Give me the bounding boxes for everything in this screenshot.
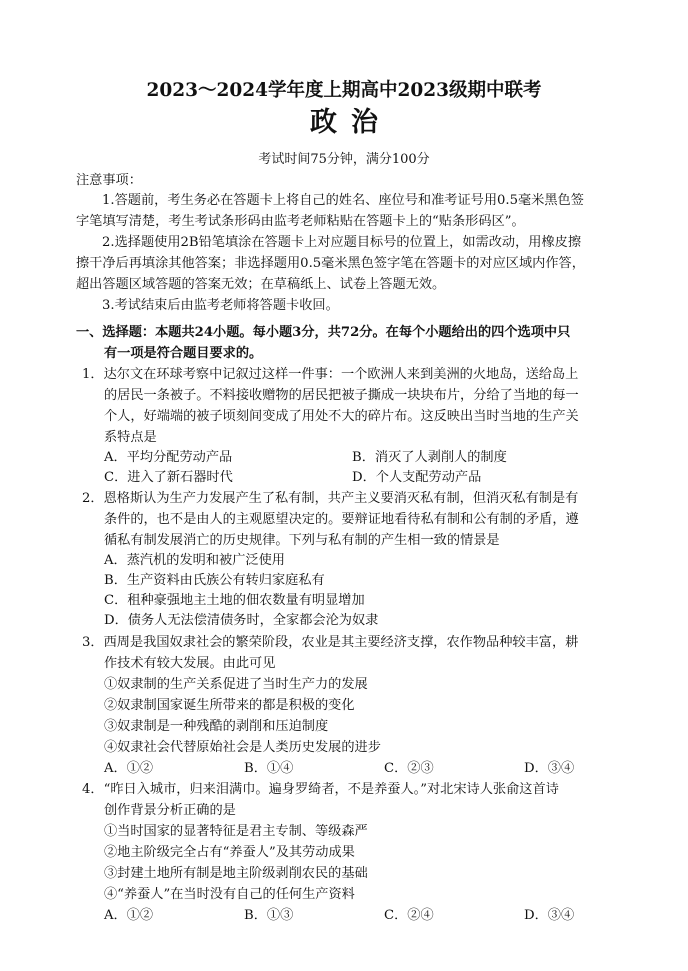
q3-statement-1: ①奴隶制的生产关系促进了当时生产力的发展 [104,677,368,692]
q1-stem-line-2: 的居民一条被子。不料接收赠物的居民把被子撕成一块块布片，分给了当地的每一 [104,388,579,403]
notice-item-1-line-2: 字笔填写清楚，考生考试条形码由监考老师粘贴在答题卡上的“贴条形码区”。 [76,214,525,229]
exam-time-info: 考试时间75分钟，满分100分 [258,152,430,167]
q4-statement-4: ④“养蚕人”在当时没有自己的任何生产资料 [104,887,355,902]
q4-option-a: A．①② [104,908,154,923]
q3-statement-2: ②奴隶制国家诞生所带来的都是积极的变化 [104,698,355,713]
q2-stem-line-2: 条件的，也不是由人的主观愿望决定的。要辩证地看待私有制和公有制的矛盾，遵 [104,512,579,527]
q1-option-b: B．消灭了人剥削人的制度 [352,450,507,465]
q4-stem-line-2: 创作背景分析正确的是 [104,803,236,818]
q1-option-a: A．平均分配劳动产品 [104,450,233,465]
q3-stem-line-1: 3．西周是我国奴隶社会的繁荣阶段，农业是其主要经济支撑，农作物品种较丰富，耕 [82,635,579,650]
notice-item-2-line-3: 超出答题区域答题的答案无效；在草稿纸上、试卷上答题无效。 [76,277,446,292]
q4-option-b: B．①③ [244,908,294,923]
q4-statement-3: ③封建土地所有制是地主阶级剥削农民的基础 [104,866,368,881]
q3-option-b: B．①④ [244,761,294,776]
q2-option-d: D．债务人无法偿清债务时，全家都会沦为奴隶 [104,613,379,628]
q3-stem-line-2: 作技术有较大发展。由此可见 [104,656,276,671]
q1-stem-line-1: 1．达尔文在环球考察中记叙过这样一件事：一个欧洲人来到美洲的火地岛，送给岛上 [82,367,579,382]
q1-option-c: C．进入了新石器时代 [104,470,233,485]
section-heading-line-1: 一、选择题：本题共24小题。每小题3分，共72分。在每个小题给出的四个选项中只 [76,325,571,340]
q2-stem-line-3: 循私有制发展消亡的历史规律。下列与私有制的产生相一致的情景是 [104,533,500,548]
exam-title: 2023～2024学年度上期高中2023级期中联考 [146,80,542,101]
q4-option-d: D．③④ [524,908,575,923]
q1-stem-line-3: 个人，好端端的被子顷刻间变成了用处不大的碎片布。这反映出当时当地的生产关 [104,409,579,424]
q3-option-c: C．②③ [384,761,434,776]
notice-item-1-line-1: 1.答题前，考生务必在答题卡上将自己的姓名、座位号和准考证号用0.5毫米黑色签 [102,193,584,208]
q2-option-b: B．生产资料由氏族公有转归家庭私有 [104,573,325,588]
section-heading-line-2: 有一项是符合题目要求的。 [104,346,263,361]
notice-item-3: 3.考试结束后由监考老师将答题卡收回。 [102,298,339,313]
q2-option-c: C．租种豪强地主土地的佃农数量有明显增加 [104,593,365,608]
q1-option-d: D．个人支配劳动产品 [352,470,482,485]
q4-stem-line-1: 4．“昨日入城市，归来泪满巾。遍身罗绮者，不是养蚕人。”对北宋诗人张俞这首诗 [82,782,559,797]
q4-statement-2: ②地主阶级完全占有“养蚕人”及其劳动成果 [104,845,355,860]
q3-statement-3: ③奴隶制是一种残酷的剥削和压迫制度 [104,719,329,734]
q3-option-a: A．①② [104,761,154,776]
q2-option-a: A．蒸汽机的发明和被广泛使用 [104,553,285,568]
subject-title: 政治 [310,107,392,138]
q1-stem-line-4: 系特点是 [104,430,157,445]
notice-item-2-line-1: 2.选择题使用2B铅笔填涂在答题卡上对应题目标号的位置上，如需改动，用橡皮擦 [102,235,582,250]
notice-heading: 注意事项： [76,173,142,188]
q3-statement-4: ④奴隶社会代替原始社会是人类历史发展的进步 [104,740,381,755]
q3-option-d: D．③④ [524,761,575,776]
notice-item-2-line-2: 擦干净后再填涂其他答案；非选择题用0.5毫米黑色签字笔在答题卡的对应区域内作答， [76,256,585,271]
q4-statement-1: ①当时国家的显著特征是君主专制、等级森严 [104,824,368,839]
q2-stem-line-1: 2．恩格斯认为生产力发展产生了私有制，共产主义要消灭私有制，但消灭私有制是有 [82,491,579,506]
q4-option-c: C．②④ [384,908,434,923]
